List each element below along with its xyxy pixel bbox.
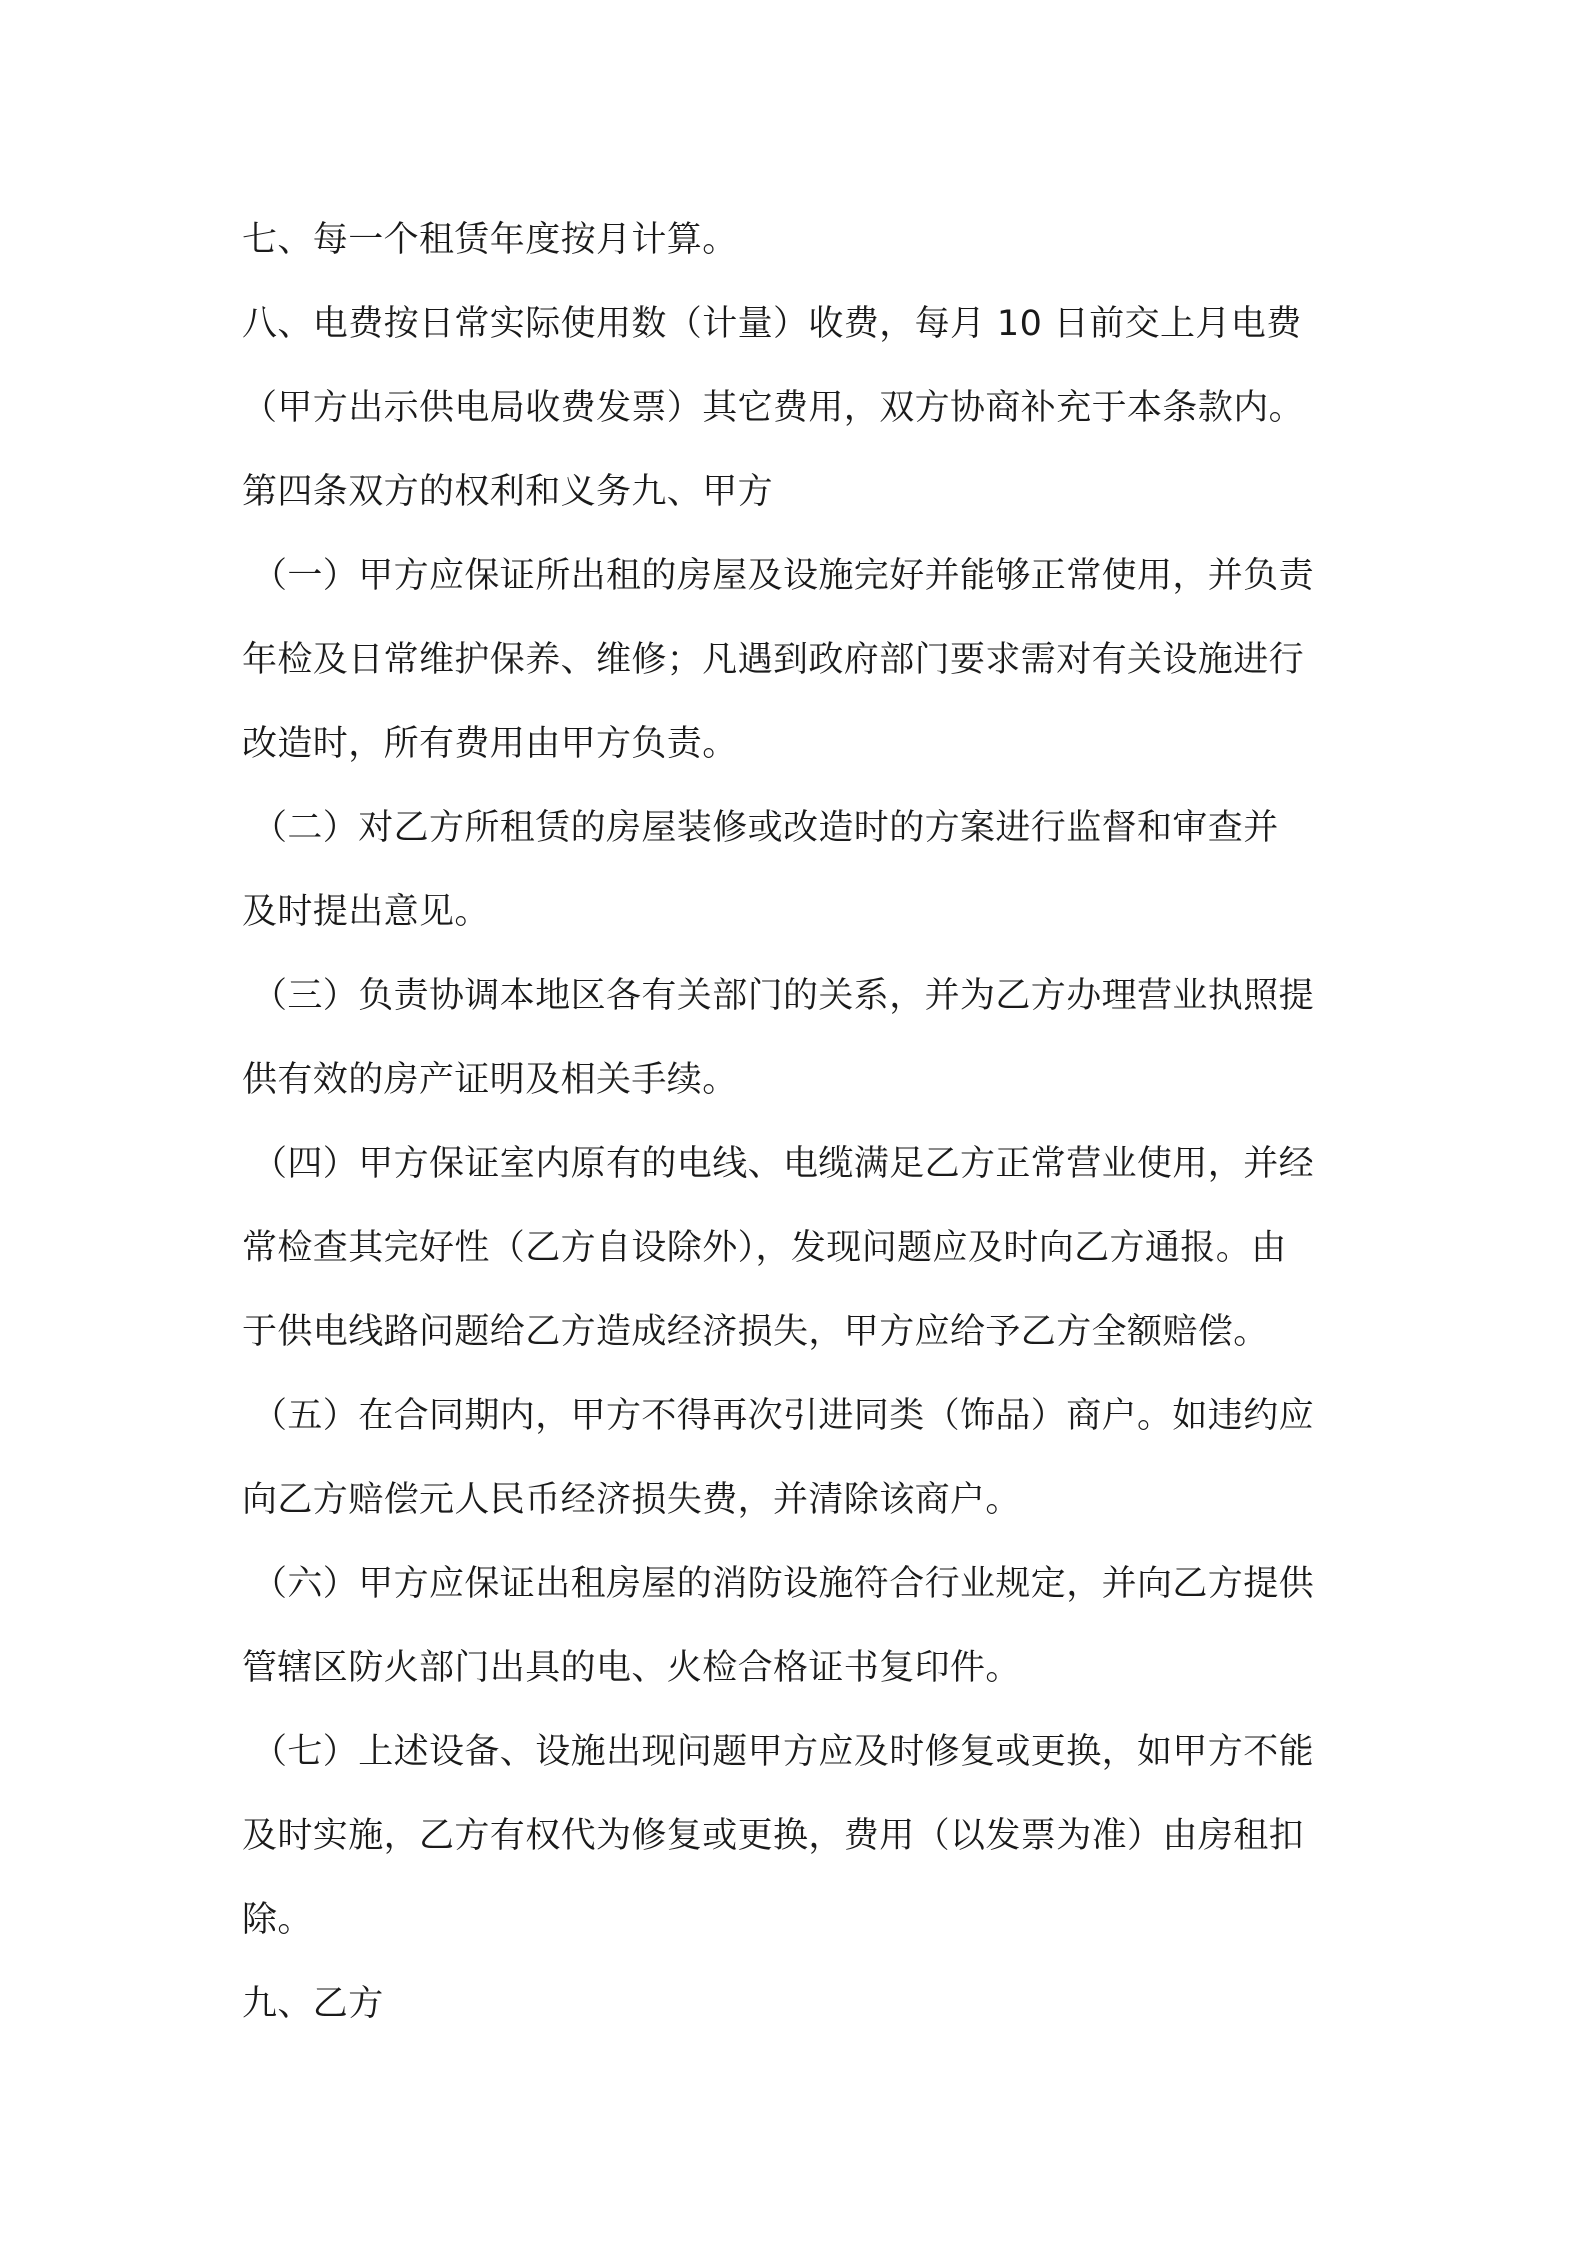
section-heading: 九、乙方 <box>242 1984 384 2024</box>
text-line: （七）上述设备、设施出现问题甲方应及时修复或更换，如甲方不能 <box>252 1732 1315 1772</box>
text-line: （四）甲方保证室内原有的电线、电缆满足乙方正常营业使用，并经 <box>252 1144 1315 1184</box>
text-line: 八、电费按日常实际使用数（计量）收费，每月 10 日前交上月电费 <box>242 304 1302 344</box>
text-line: 及时提出意见。 <box>242 892 490 932</box>
text-line: 管辖区防火部门出具的电、火检合格证书复印件。 <box>242 1648 1021 1688</box>
text-line: （二）对乙方所租赁的房屋装修或改造时的方案进行监督和审查并 <box>252 808 1279 848</box>
text-line: 七、每一个租赁年度按月计算。 <box>242 220 738 260</box>
text-line: 向乙方赔偿元人民币经济损失费，并清除该商户。 <box>242 1480 1021 1520</box>
document-body <box>242 198 1362 2046</box>
text-line: 改造时，所有费用由甲方负责。 <box>242 724 738 764</box>
text-line: 年检及日常维护保养、维修；凡遇到政府部门要求需对有关设施进行 <box>242 640 1305 680</box>
text-line: （六）甲方应保证出租房屋的消防设施符合行业规定，并向乙方提供 <box>252 1564 1315 1604</box>
text-line: 于供电线路问题给乙方造成经济损失，甲方应给予乙方全额赔偿。 <box>242 1312 1269 1352</box>
section-heading: 第四条双方的权利和义务九、甲方 <box>242 472 774 512</box>
text-line: 除。 <box>242 1900 313 1940</box>
text-line: 常检查其完好性（乙方自设除外），发现问题应及时向乙方通报。由 <box>242 1228 1287 1268</box>
text-line: （三）负责协调本地区各有关部门的关系，并为乙方办理营业执照提 <box>252 976 1315 1016</box>
text-line: （五）在合同期内，甲方不得再次引进同类（饰品）商户。如违约应 <box>252 1396 1315 1436</box>
text-line: 及时实施，乙方有权代为修复或更换，费用（以发票为准）由房租扣 <box>242 1816 1305 1856</box>
text-line: （甲方出示供电局收费发票）其它费用，双方协商补充于本条款内。 <box>242 388 1305 428</box>
text-line: （一）甲方应保证所出租的房屋及设施完好并能够正常使用，并负责 <box>252 556 1315 596</box>
text-line: 供有效的房产证明及相关手续。 <box>242 1060 738 1100</box>
